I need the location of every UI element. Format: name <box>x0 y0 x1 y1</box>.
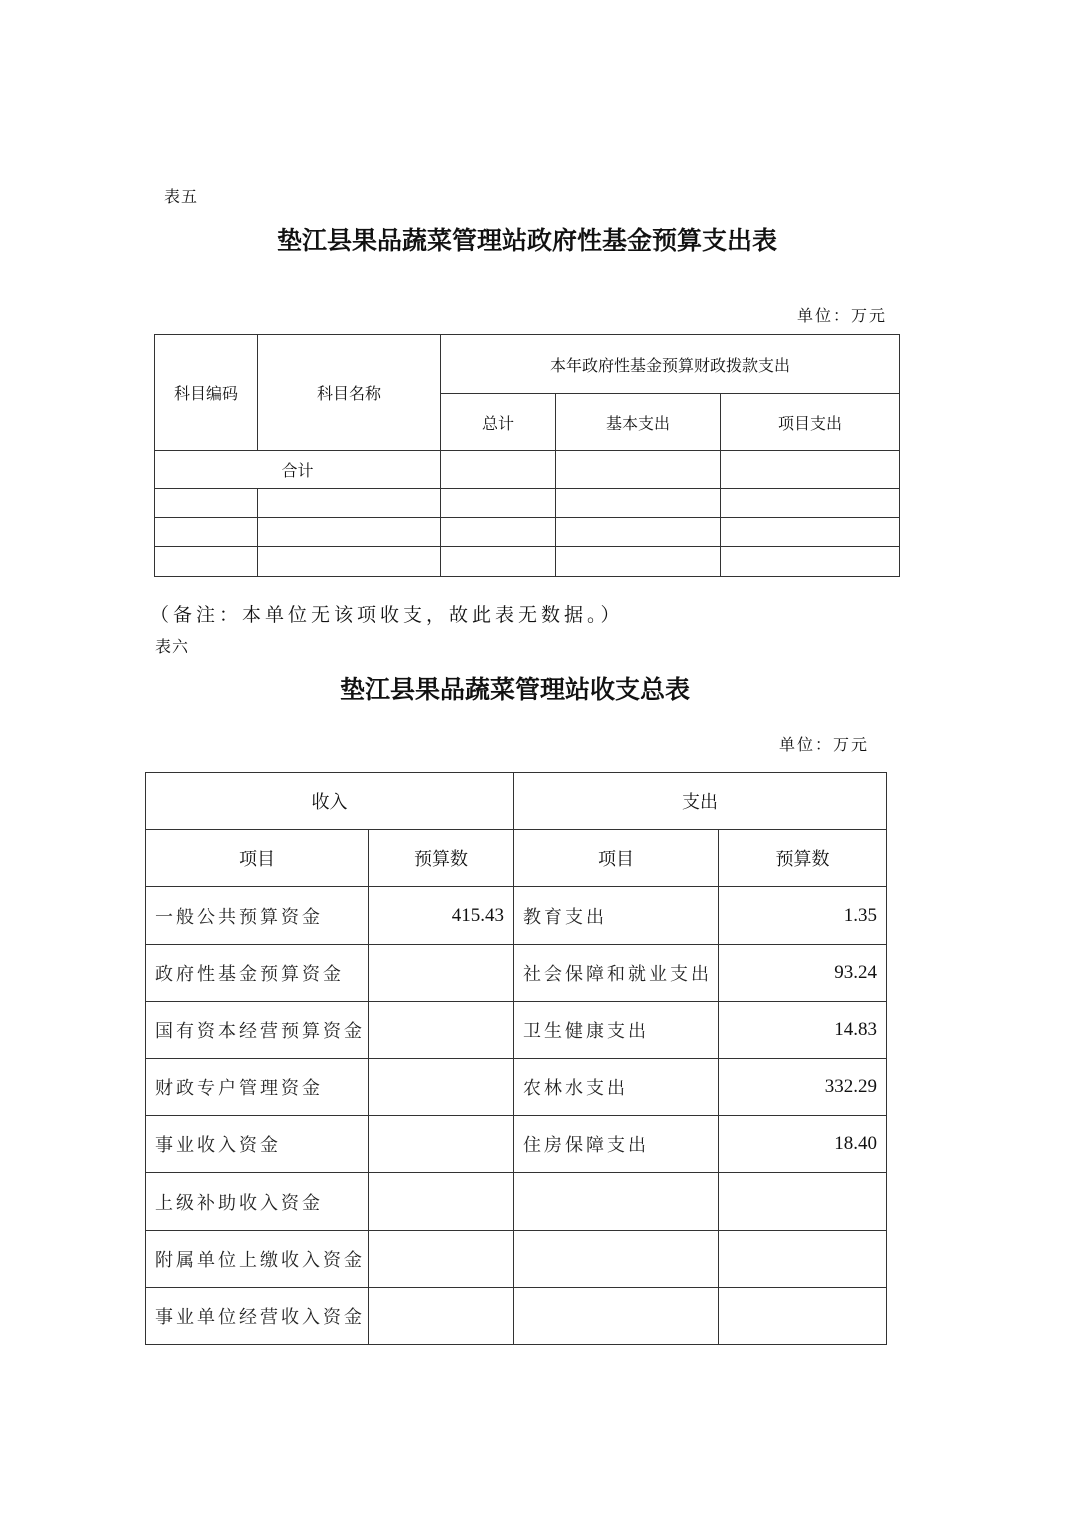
income-amount <box>369 1231 514 1288</box>
table-row <box>146 887 887 945</box>
table-row <box>146 1002 887 1059</box>
expense-item: 教育支出 <box>514 887 719 945</box>
expense-amount: 1.35 <box>719 887 887 945</box>
header-code: 科目编码 <box>155 335 258 451</box>
table6-unit: 单位：万元 <box>779 735 870 754</box>
expense-amount: 332.29 <box>719 1059 887 1116</box>
expense-item: 社会保障和就业支出 <box>514 945 719 1002</box>
header-expense: 支出 <box>514 773 887 830</box>
table-row <box>146 1059 887 1116</box>
expense-item: 住房保障支出 <box>514 1116 719 1173</box>
income-item: 上级补助收入资金 <box>146 1173 369 1231</box>
table-row <box>146 1288 887 1345</box>
expense-amount <box>719 1173 887 1231</box>
expense-amount <box>719 1231 887 1288</box>
expense-amount: 14.83 <box>719 1002 887 1059</box>
header-income-amount: 预算数 <box>369 830 514 887</box>
table-row <box>155 489 900 518</box>
header-expense-item: 项目 <box>514 830 719 887</box>
total-row-project <box>721 451 900 489</box>
expense-item <box>514 1173 719 1231</box>
total-row <box>155 451 900 489</box>
expense-amount <box>719 1288 887 1345</box>
row-code <box>155 489 258 518</box>
table-row <box>146 1231 887 1288</box>
header-project: 项目支出 <box>721 394 900 451</box>
header-income-item: 项目 <box>146 830 369 887</box>
table-row <box>146 1116 887 1173</box>
income-item: 事业单位经营收入资金 <box>146 1288 369 1345</box>
header-group: 本年政府性基金预算财政拨款支出 <box>441 335 900 394</box>
row-total <box>441 489 556 518</box>
income-item: 政府性基金预算资金 <box>146 945 369 1002</box>
row-code <box>155 518 258 547</box>
row-name <box>258 518 441 547</box>
table-row <box>155 518 900 547</box>
expense-amount: 18.40 <box>719 1116 887 1173</box>
row-basic <box>556 518 721 547</box>
expense-item: 卫生健康支出 <box>514 1002 719 1059</box>
table-row <box>146 945 887 1002</box>
income-amount <box>369 1002 514 1059</box>
header-basic: 基本支出 <box>556 394 721 451</box>
header-income: 收入 <box>146 773 514 830</box>
row-name <box>258 489 441 518</box>
header-total: 总计 <box>441 394 556 451</box>
table6-income-expense-summary <box>145 772 887 1345</box>
row-project <box>721 547 900 577</box>
table5-title: 垫江县果品蔬菜管理站政府性基金预算支出表 <box>276 226 777 255</box>
row-name <box>258 547 441 577</box>
income-amount <box>369 945 514 1002</box>
income-item: 附属单位上缴收入资金 <box>146 1231 369 1288</box>
header-expense-amount: 预算数 <box>719 830 887 887</box>
row-project <box>721 489 900 518</box>
expense-item <box>514 1288 719 1345</box>
income-amount <box>369 1059 514 1116</box>
expense-amount: 93.24 <box>719 945 887 1002</box>
income-item: 事业收入资金 <box>146 1116 369 1173</box>
total-row-label: 合计 <box>155 451 441 489</box>
row-total <box>441 518 556 547</box>
table5-label: 表五 <box>164 187 199 206</box>
row-project <box>721 518 900 547</box>
row-basic <box>556 489 721 518</box>
table-row <box>155 547 900 577</box>
income-amount: 415.43 <box>369 887 514 945</box>
row-basic <box>556 547 721 577</box>
table5-government-fund-expenditure <box>154 334 900 577</box>
income-item: 一般公共预算资金 <box>146 887 369 945</box>
income-amount <box>369 1288 514 1345</box>
income-item: 财政专户管理资金 <box>146 1059 369 1116</box>
table5-note: （备注：本单位无该项收支，故此表无数据。） <box>150 604 624 626</box>
total-row-basic <box>556 451 721 489</box>
table5-unit: 单位：万元 <box>797 306 888 325</box>
header-name: 科目名称 <box>258 335 441 451</box>
total-row-total <box>441 451 556 489</box>
row-total <box>441 547 556 577</box>
expense-item: 农林水支出 <box>514 1059 719 1116</box>
table6-label: 表六 <box>155 637 190 656</box>
table6-title: 垫江县果品蔬菜管理站收支总表 <box>339 675 690 704</box>
expense-item <box>514 1231 719 1288</box>
income-amount <box>369 1173 514 1231</box>
table-row <box>146 1173 887 1231</box>
income-item: 国有资本经营预算资金 <box>146 1002 369 1059</box>
row-code <box>155 547 258 577</box>
income-amount <box>369 1116 514 1173</box>
